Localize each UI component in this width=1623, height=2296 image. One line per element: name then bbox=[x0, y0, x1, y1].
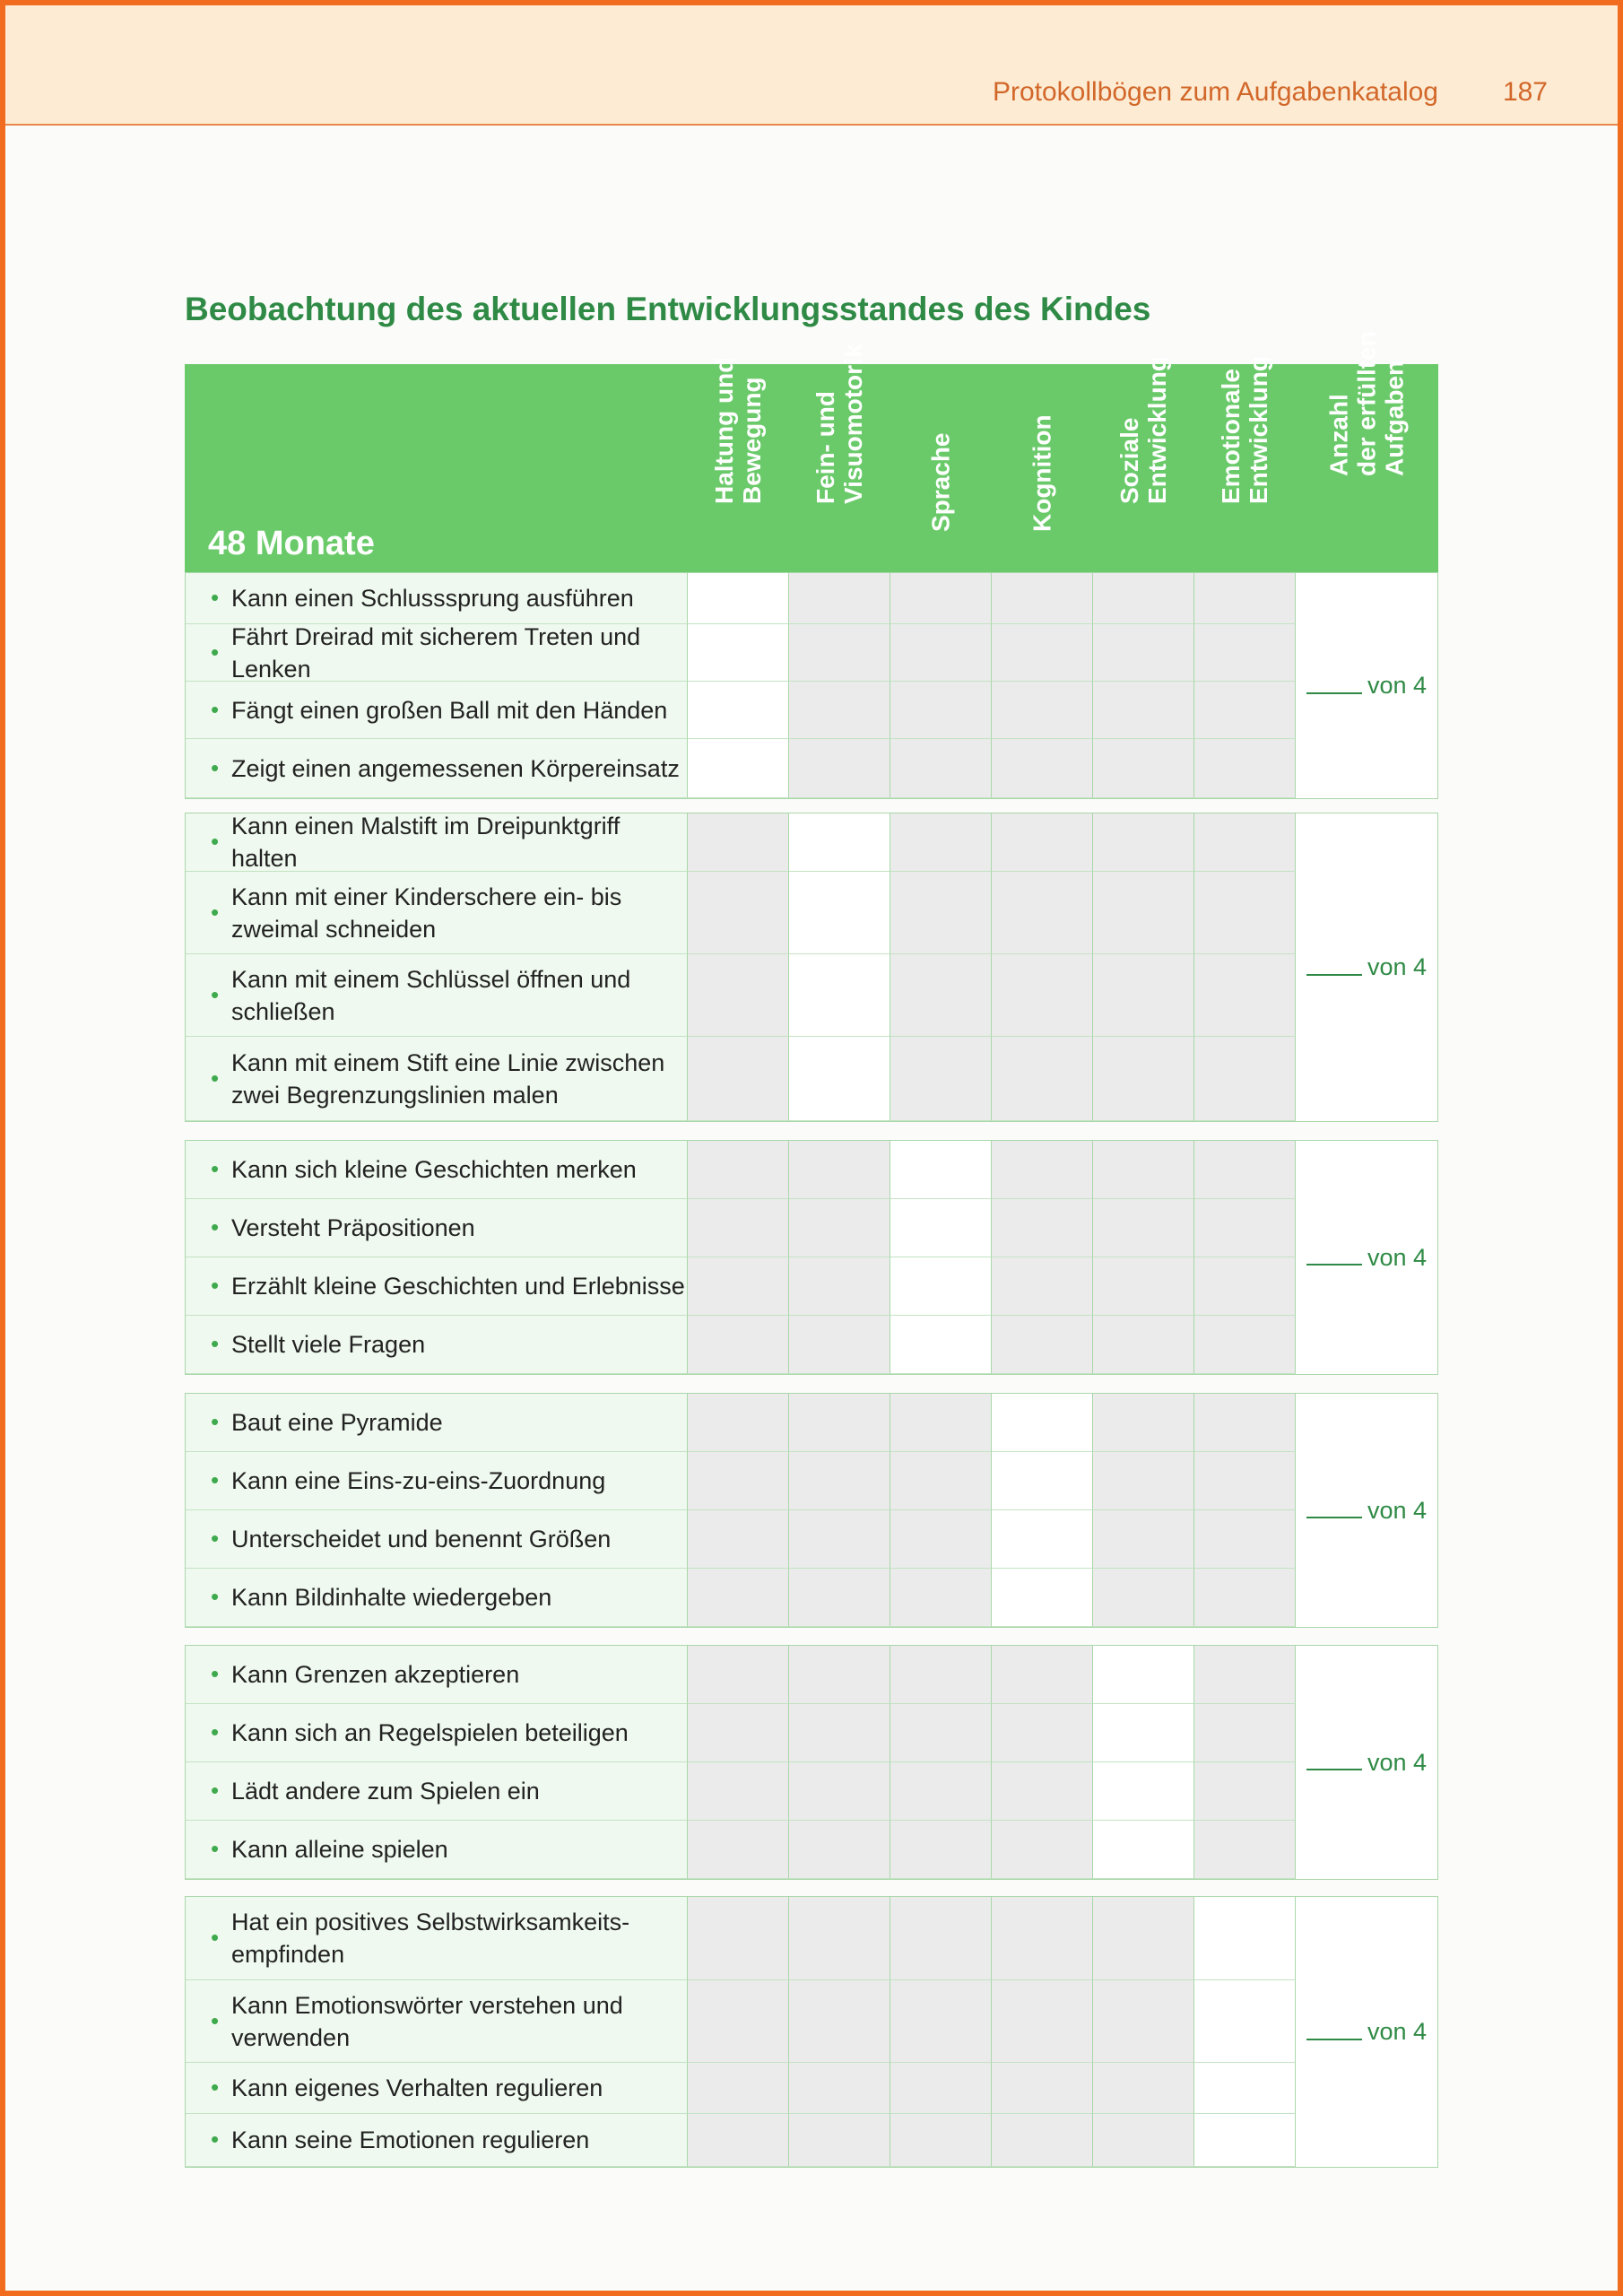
bullet-icon: • bbox=[211, 980, 220, 1008]
disabled-cell bbox=[1194, 1257, 1296, 1316]
count-blank-line[interactable] bbox=[1306, 1754, 1362, 1770]
task-description bbox=[186, 1704, 688, 1762]
disabled-cell bbox=[789, 1569, 890, 1627]
task-label: Kann eine Eins-zu-eins-Zuordnung bbox=[231, 1467, 606, 1494]
task-description bbox=[186, 1980, 688, 2063]
task-description bbox=[186, 1394, 688, 1452]
count-blank-line[interactable] bbox=[1306, 678, 1362, 694]
count-blank-line[interactable] bbox=[1306, 1249, 1362, 1265]
task-label: Baut eine Pyramide bbox=[231, 1409, 443, 1436]
task-label: Erzählt kleine Geschichten und Erlebnisse bbox=[231, 1273, 685, 1300]
checkbox-cell[interactable] bbox=[890, 1141, 992, 1199]
bullet-icon: • bbox=[211, 1718, 220, 1745]
task-description bbox=[186, 682, 688, 739]
task-description bbox=[186, 2114, 688, 2167]
count-suffix: von 4 bbox=[1367, 2018, 1428, 2045]
page-title: Beobachtung des aktuellen Entwicklungsstandes des Kindes bbox=[185, 291, 1151, 327]
task-description bbox=[186, 1141, 688, 1199]
task-description bbox=[186, 1452, 688, 1510]
bullet-icon: • bbox=[211, 828, 220, 855]
column-header-2 bbox=[788, 344, 890, 572]
task-label: Fängt einen großen Ball mit den Händen bbox=[231, 696, 668, 724]
disabled-cell bbox=[688, 1141, 789, 1199]
task-description bbox=[186, 573, 688, 624]
task-label: Versteht Präpositionen bbox=[231, 1214, 475, 1241]
bullet-icon: • bbox=[211, 1777, 220, 1804]
disabled-cell bbox=[688, 1452, 789, 1510]
disabled-cell bbox=[890, 1646, 992, 1704]
disabled-cell bbox=[688, 2063, 789, 2114]
task-label: Unterscheidet und benennt Größen bbox=[231, 1526, 612, 1552]
disabled-cell bbox=[1194, 1452, 1296, 1510]
disabled-cell bbox=[890, 1980, 992, 2063]
bullet-icon: • bbox=[211, 1408, 220, 1435]
task-label: Kann einen Schlusssprung ausführen bbox=[231, 585, 634, 612]
task-label: Kann Grenzen akzeptieren bbox=[231, 1661, 520, 1688]
task-row bbox=[186, 1704, 1296, 1762]
disabled-cell bbox=[890, 1704, 992, 1762]
task-group-1 bbox=[185, 572, 1438, 799]
checkbox-cell[interactable] bbox=[1194, 1980, 1296, 2063]
column-header-7 bbox=[1295, 331, 1438, 572]
column-header-1 bbox=[687, 357, 788, 572]
disabled-cell bbox=[688, 1257, 789, 1316]
bullet-icon: • bbox=[211, 1525, 220, 1552]
disabled-cell bbox=[789, 1821, 890, 1879]
bullet-icon: • bbox=[211, 1835, 220, 1862]
task-row bbox=[186, 872, 1296, 954]
task-label: Lädt andere zum Spielen ein bbox=[231, 1778, 540, 1805]
task-label: Kann seine Emotionen regulieren bbox=[231, 2126, 590, 2153]
disabled-cell bbox=[992, 1199, 1093, 1257]
task-description bbox=[186, 739, 688, 798]
checkbox-cell[interactable] bbox=[1194, 2114, 1296, 2167]
disabled-cell bbox=[789, 682, 890, 739]
checkbox-cell[interactable] bbox=[688, 739, 789, 798]
bullet-icon: • bbox=[211, 584, 220, 611]
disabled-cell bbox=[1093, 1257, 1194, 1316]
column-header-label: Haltung und Bewegung bbox=[709, 357, 766, 504]
task-row bbox=[186, 624, 1296, 682]
disabled-cell bbox=[789, 1510, 890, 1569]
disabled-cell bbox=[1194, 1821, 1296, 1879]
task-row bbox=[186, 1762, 1296, 1821]
task-group-5 bbox=[185, 1645, 1438, 1880]
checkbox-cell[interactable] bbox=[1194, 1897, 1296, 1980]
task-description bbox=[186, 1510, 688, 1569]
task-label: Kann Bildinhalte wiedergeben bbox=[231, 1584, 552, 1611]
disabled-cell bbox=[688, 954, 789, 1037]
disabled-cell bbox=[789, 1646, 890, 1704]
disabled-cell bbox=[890, 1394, 992, 1452]
column-header-label: Anzahl der erfüllten Aufgaben bbox=[1324, 331, 1409, 476]
column-header-label: Sprache bbox=[926, 432, 954, 532]
age-label: 48 Monate bbox=[208, 525, 375, 562]
disabled-cell bbox=[992, 1141, 1093, 1199]
checkbox-cell[interactable] bbox=[789, 954, 890, 1037]
fulfilled-count[interactable] bbox=[1296, 1141, 1437, 1374]
running-title: Protokollbögen zum Aufgabenkatalog bbox=[992, 77, 1438, 107]
disabled-cell bbox=[688, 872, 789, 954]
task-label: Kann sich an Regelspielen beteiligen bbox=[231, 1719, 629, 1746]
task-label: Kann sich kleine Geschichten merken bbox=[231, 1156, 637, 1183]
task-label: Kann mit einem Schlüssel öffnen und schließen bbox=[231, 965, 631, 1025]
task-row bbox=[186, 1510, 1296, 1569]
count-suffix: von 4 bbox=[1367, 672, 1428, 699]
task-description bbox=[186, 1762, 688, 1821]
disabled-cell bbox=[688, 1980, 789, 2063]
disabled-cell bbox=[992, 1897, 1093, 1980]
disabled-cell bbox=[1194, 682, 1296, 739]
disabled-cell bbox=[1194, 1762, 1296, 1821]
count-suffix: von 4 bbox=[1367, 1496, 1428, 1524]
task-row bbox=[186, 1646, 1296, 1704]
task-description bbox=[186, 1646, 688, 1704]
task-description bbox=[186, 1199, 688, 1257]
disabled-cell bbox=[890, 624, 992, 682]
count-suffix: von 4 bbox=[1367, 953, 1428, 980]
task-label: Kann Emotionswörter verstehen und verwenden bbox=[231, 1991, 623, 2051]
task-description bbox=[186, 813, 688, 872]
disabled-cell bbox=[890, 739, 992, 798]
checkbox-cell[interactable] bbox=[688, 682, 789, 739]
disabled-cell bbox=[890, 2114, 992, 2167]
checkbox-cell[interactable] bbox=[1093, 1762, 1194, 1821]
task-row bbox=[186, 1980, 1296, 2063]
count-blank-line[interactable] bbox=[1306, 2024, 1362, 2040]
checkbox-cell[interactable] bbox=[992, 1452, 1093, 1510]
task-description bbox=[186, 1257, 688, 1316]
disabled-cell bbox=[688, 1897, 789, 1980]
task-row bbox=[186, 954, 1296, 1037]
checkbox-cell[interactable] bbox=[890, 1316, 992, 1374]
disabled-cell bbox=[1093, 872, 1194, 954]
disabled-cell bbox=[992, 739, 1093, 798]
task-description bbox=[186, 624, 688, 682]
task-description bbox=[186, 1316, 688, 1374]
fulfilled-count[interactable] bbox=[1296, 1394, 1437, 1627]
task-label: Hat ein positives Selbstwirksamkeits-empfinden bbox=[231, 1909, 630, 1968]
fulfilled-count[interactable] bbox=[1296, 1897, 1437, 2167]
disabled-cell bbox=[789, 1897, 890, 1980]
disabled-cell bbox=[1194, 739, 1296, 798]
checkbox-cell[interactable] bbox=[1093, 1646, 1194, 1704]
disabled-cell bbox=[1194, 1316, 1296, 1374]
task-row bbox=[186, 1141, 1296, 1199]
checkbox-cell[interactable] bbox=[688, 573, 789, 624]
disabled-cell bbox=[1194, 1199, 1296, 1257]
disabled-cell bbox=[890, 573, 992, 624]
disabled-cell bbox=[789, 1980, 890, 2063]
column-header-6 bbox=[1193, 356, 1295, 572]
checkbox-cell[interactable] bbox=[789, 872, 890, 954]
task-group-4 bbox=[185, 1393, 1438, 1628]
task-row bbox=[186, 1452, 1296, 1510]
disabled-cell bbox=[688, 1762, 789, 1821]
disabled-cell bbox=[992, 1257, 1093, 1316]
disabled-cell bbox=[992, 624, 1093, 682]
task-row bbox=[186, 1897, 1296, 1980]
bullet-icon: • bbox=[211, 1583, 220, 1610]
bullet-icon: • bbox=[211, 2074, 220, 2100]
disabled-cell bbox=[1093, 682, 1194, 739]
task-label: Zeigt einen angemessenen Körpereinsatz bbox=[231, 754, 680, 782]
disabled-cell bbox=[1093, 813, 1194, 872]
disabled-cell bbox=[688, 1646, 789, 1704]
task-label: Kann alleine spielen bbox=[231, 1836, 448, 1863]
disabled-cell bbox=[992, 813, 1093, 872]
checkbox-cell[interactable] bbox=[992, 1510, 1093, 1569]
disabled-cell bbox=[992, 1037, 1093, 1121]
bullet-icon: • bbox=[211, 1272, 220, 1299]
disabled-cell bbox=[890, 1452, 992, 1510]
task-row bbox=[186, 1037, 1296, 1121]
task-description bbox=[186, 2063, 688, 2114]
bullet-icon: • bbox=[211, 695, 220, 723]
disabled-cell bbox=[890, 1762, 992, 1821]
disabled-cell bbox=[1093, 1980, 1194, 2063]
disabled-cell bbox=[1093, 1037, 1194, 1121]
disabled-cell bbox=[1194, 954, 1296, 1037]
column-header-label: Kognition bbox=[1028, 414, 1055, 532]
disabled-cell bbox=[688, 2114, 789, 2167]
disabled-cell bbox=[1194, 1141, 1296, 1199]
column-header-label: Emotionale Entwicklung bbox=[1216, 356, 1272, 504]
disabled-cell bbox=[992, 1980, 1093, 2063]
disabled-cell bbox=[1194, 1394, 1296, 1452]
count-blank-line[interactable] bbox=[1306, 1502, 1362, 1518]
checkbox-cell[interactable] bbox=[1093, 1821, 1194, 1879]
column-header-label: Soziale Entwicklung bbox=[1115, 356, 1171, 504]
task-description bbox=[186, 1821, 688, 1879]
disabled-cell bbox=[890, 1821, 992, 1879]
disabled-cell bbox=[789, 1199, 890, 1257]
disabled-cell bbox=[992, 1762, 1093, 1821]
task-description bbox=[186, 954, 688, 1037]
disabled-cell bbox=[1093, 954, 1194, 1037]
disabled-cell bbox=[1093, 1897, 1194, 1980]
disabled-cell bbox=[992, 2114, 1093, 2167]
disabled-cell bbox=[688, 1704, 789, 1762]
disabled-cell bbox=[1093, 2114, 1194, 2167]
task-row bbox=[186, 573, 1296, 624]
disabled-cell bbox=[789, 1394, 890, 1452]
disabled-cell bbox=[890, 1510, 992, 1569]
task-description bbox=[186, 1569, 688, 1627]
disabled-cell bbox=[1093, 1394, 1194, 1452]
task-row bbox=[186, 2114, 1296, 2167]
disabled-cell bbox=[992, 682, 1093, 739]
task-row bbox=[186, 813, 1296, 872]
bullet-icon: • bbox=[211, 1330, 220, 1357]
disabled-cell bbox=[1093, 1141, 1194, 1199]
task-label: Kann einen Malstift im Dreipunktgriff halten bbox=[231, 813, 621, 872]
bullet-icon: • bbox=[211, 1064, 220, 1091]
disabled-cell bbox=[890, 1037, 992, 1121]
disabled-cell bbox=[1194, 1510, 1296, 1569]
bullet-icon: • bbox=[211, 1466, 220, 1493]
count-blank-line[interactable] bbox=[1306, 960, 1362, 976]
disabled-cell bbox=[1194, 1569, 1296, 1627]
disabled-cell bbox=[789, 1141, 890, 1199]
task-label: Kann eigenes Verhalten regulieren bbox=[231, 2074, 603, 2101]
task-row bbox=[186, 1569, 1296, 1627]
disabled-cell bbox=[1093, 1316, 1194, 1374]
disabled-cell bbox=[688, 1037, 789, 1121]
disabled-cell bbox=[992, 954, 1093, 1037]
task-group-2 bbox=[185, 813, 1438, 1122]
bullet-icon: • bbox=[211, 1660, 220, 1687]
disabled-cell bbox=[789, 1452, 890, 1510]
disabled-cell bbox=[1093, 624, 1194, 682]
checkbox-cell[interactable] bbox=[688, 624, 789, 682]
disabled-cell bbox=[688, 1394, 789, 1452]
task-row bbox=[186, 1199, 1296, 1257]
disabled-cell bbox=[890, 2063, 992, 2114]
disabled-cell bbox=[992, 1704, 1093, 1762]
disabled-cell bbox=[1194, 624, 1296, 682]
disabled-cell bbox=[992, 1646, 1093, 1704]
column-header-3 bbox=[890, 364, 991, 572]
disabled-cell bbox=[992, 573, 1093, 624]
disabled-cell bbox=[1194, 1704, 1296, 1762]
disabled-cell bbox=[789, 1257, 890, 1316]
bullet-icon: • bbox=[211, 898, 220, 926]
task-row bbox=[186, 1316, 1296, 1374]
task-row bbox=[186, 2063, 1296, 2114]
fulfilled-count[interactable] bbox=[1296, 573, 1437, 798]
disabled-cell bbox=[789, 1316, 890, 1374]
disabled-cell bbox=[688, 1569, 789, 1627]
task-description bbox=[186, 1037, 688, 1121]
disabled-cell bbox=[890, 954, 992, 1037]
table-header bbox=[185, 331, 1438, 572]
task-label: Kann mit einem Stift eine Linie zwischen zwei Begrenzungslinien malen bbox=[231, 1048, 665, 1109]
disabled-cell bbox=[789, 2063, 890, 2114]
bullet-icon: • bbox=[211, 1155, 220, 1182]
disabled-cell bbox=[1194, 1037, 1296, 1121]
checkbox-cell[interactable] bbox=[890, 1257, 992, 1316]
column-header-label: Fein- und Visuomotorik bbox=[811, 344, 867, 504]
disabled-cell bbox=[1194, 1646, 1296, 1704]
page-number: 187 bbox=[1502, 77, 1548, 107]
disabled-cell bbox=[992, 2063, 1093, 2114]
disabled-cell bbox=[789, 624, 890, 682]
task-row bbox=[186, 1394, 1296, 1452]
checkbox-cell[interactable] bbox=[1093, 1704, 1194, 1762]
disabled-cell bbox=[1093, 2063, 1194, 2114]
disabled-cell bbox=[992, 872, 1093, 954]
task-label: Kann mit einer Kinderschere ein- bis zweimal schneiden bbox=[231, 883, 622, 943]
disabled-cell bbox=[789, 573, 890, 624]
disabled-cell bbox=[688, 1199, 789, 1257]
count-suffix: von 4 bbox=[1367, 1243, 1428, 1271]
bullet-icon: • bbox=[211, 2006, 220, 2034]
checkbox-cell[interactable] bbox=[789, 813, 890, 872]
disabled-cell bbox=[789, 2114, 890, 2167]
disabled-cell bbox=[688, 1510, 789, 1569]
bullet-icon: • bbox=[211, 1924, 220, 1951]
disabled-cell bbox=[688, 813, 789, 872]
task-description bbox=[186, 872, 688, 954]
disabled-cell bbox=[1093, 739, 1194, 798]
disabled-cell bbox=[1194, 872, 1296, 954]
disabled-cell bbox=[890, 1897, 992, 1980]
disabled-cell bbox=[1093, 1452, 1194, 1510]
disabled-cell bbox=[688, 1821, 789, 1879]
disabled-cell bbox=[1093, 1199, 1194, 1257]
checkbox-cell[interactable] bbox=[789, 1037, 890, 1121]
disabled-cell bbox=[789, 1762, 890, 1821]
column-header-4 bbox=[991, 364, 1092, 572]
task-group-6 bbox=[185, 1896, 1438, 2168]
task-description bbox=[186, 1897, 688, 1980]
disabled-cell bbox=[789, 739, 890, 798]
bullet-icon: • bbox=[211, 1213, 220, 1240]
task-row bbox=[186, 682, 1296, 739]
disabled-cell bbox=[789, 1704, 890, 1762]
disabled-cell bbox=[890, 872, 992, 954]
task-label: Stellt viele Fragen bbox=[231, 1331, 426, 1358]
task-row bbox=[186, 1257, 1296, 1316]
disabled-cell bbox=[890, 1569, 992, 1627]
checkbox-cell[interactable] bbox=[992, 1394, 1093, 1452]
bullet-icon: • bbox=[211, 638, 220, 665]
disabled-cell bbox=[890, 682, 992, 739]
disabled-cell bbox=[1194, 573, 1296, 624]
disabled-cell bbox=[992, 1316, 1093, 1374]
fulfilled-count[interactable] bbox=[1296, 1646, 1437, 1879]
disabled-cell bbox=[890, 813, 992, 872]
fulfilled-count[interactable] bbox=[1296, 813, 1437, 1121]
page-header bbox=[5, 5, 1618, 126]
disabled-cell bbox=[1093, 1569, 1194, 1627]
disabled-cell bbox=[992, 1821, 1093, 1879]
disabled-cell bbox=[1093, 1510, 1194, 1569]
disabled-cell bbox=[1194, 813, 1296, 872]
bullet-icon: • bbox=[211, 753, 220, 781]
checkbox-cell[interactable] bbox=[992, 1569, 1093, 1627]
column-header-5 bbox=[1092, 356, 1193, 572]
disabled-cell bbox=[688, 1316, 789, 1374]
observation-sheet bbox=[185, 331, 1438, 2153]
disabled-cell bbox=[1093, 573, 1194, 624]
count-suffix: von 4 bbox=[1367, 1748, 1428, 1776]
bullet-icon: • bbox=[211, 2126, 220, 2152]
task-label: Fährt Dreirad mit sicherem Treten und Lenken bbox=[231, 622, 641, 683]
checkbox-cell[interactable] bbox=[890, 1199, 992, 1257]
task-row bbox=[186, 1821, 1296, 1879]
task-group-3 bbox=[185, 1140, 1438, 1375]
task-row bbox=[186, 739, 1296, 798]
checkbox-cell[interactable] bbox=[1194, 2063, 1296, 2114]
